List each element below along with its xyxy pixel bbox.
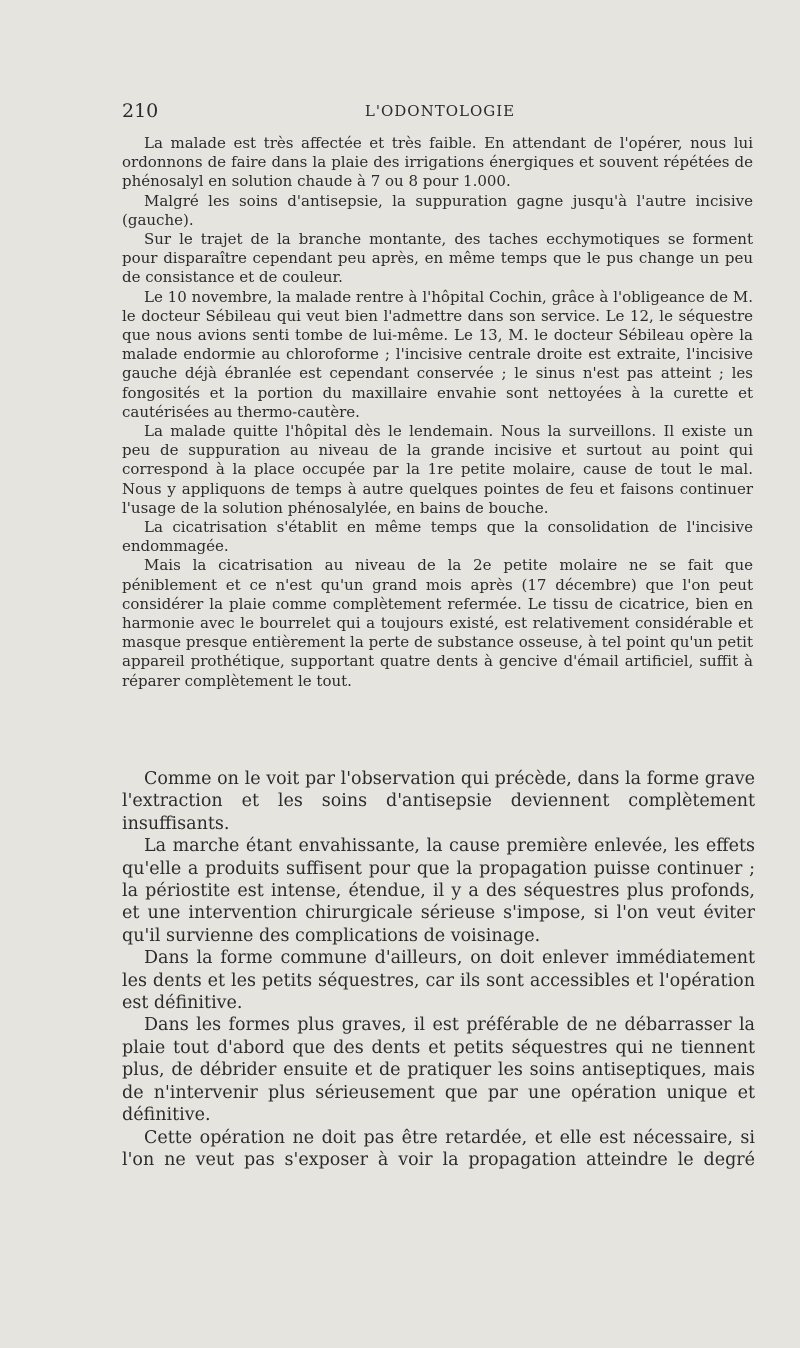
paragraph: Sur le trajet de la branche montante, des taches ecchymotiques se forment pour disparaître cependant peu après, en même temps que le pus change un peu de consistance et de couleur. <box>122 230 753 287</box>
page-number: 210 <box>122 100 159 122</box>
paragraph: Le 10 novembre, la malade rentre à l'hôpital Cochin, grâce à l'obligeance de M. le docteur Sébileau qui veut bien l'admettre dans son service. Le 12, le séquestre que nous avions senti tombe de lui-même. Le 13, M. le docteur Sébileau opère la malade endormie au chloroforme ; l'incisive centrale droite est extraite, l'incisive gauche déjà ébranlée est cependant conservée ; le sinus n'est pas atteint ; les fongosités et la portion du maxillaire envahie sont nettoyées à la curette et cautérisées au thermo-cautère. <box>122 287 753 421</box>
paragraph: La marche étant envahissante, la cause première enlevée, les effets qu'elle a produits suffisent pour que la propagation puisse continuer ; la périostite est intense, étendue, il y a des séquestres plus profonds, et une intervention chirurgicale sérieuse s'impose, si l'on veut éviter qu'il survienne des complications de voisinage. <box>122 836 755 946</box>
paragraph: La malade est très affectée et très faible. En attendant de l'opérer, nous lui ordonnons de faire dans la plaie des irrigations énergiques et souvent répétées de phénosalyl en solution chaude à 7 ou 8 pour 1.000. <box>122 134 753 191</box>
paragraph: Comme on le voit par l'observation qui précède, dans la forme grave l'extraction et les soins d'antisepsie deviennent complètement insuffisants. <box>122 769 755 834</box>
paragraph: Mais la cicatrisation au niveau de la 2e petite molaire ne se fait que péniblement et ce n'est qu'un grand mois après (17 décembre) que l'on peut considérer la plaie comme complètement refermée. Le tissu de cicatrice, bien en harmonie avec le bourrelet qui a toujours existé, est relativement considérable et masque presque entièrement la perte de substance osseuse, à tel point qu'un petit appareil prothétique, supportant quatre dents à gencive d'émail artificiel, suffit à réparer complètement le tout. <box>122 556 753 690</box>
paragraph: Dans la forme commune d'ailleurs, on doit enlever immédiatement les dents et les petits séquestres, car ils sont accessibles et l'opération est définitive. <box>122 948 755 1014</box>
running-title: L'ODONTOLOGIE <box>364 102 516 120</box>
observation-text <box>122 134 753 691</box>
paragraph: La malade quitte l'hôpital dès le lendemain. Nous la surveillons. Il existe un peu de suppuration au niveau de la grande incisive et surtout au point qui correspond à la place occupée par la 1re petite molaire, cause de tout le mal. Nous y appliquons de temps à autre quelques pointes de feu et faisons continuer l'usage de la solution phénosalylée, en bains de bouche. <box>122 422 753 517</box>
paragraph: Cette opération ne doit pas être retardée, et elle est nécessaire, si l'on ne veut pas s'exposer à voir la propagation atteindre le degré <box>122 1127 755 1170</box>
discussion-text <box>122 768 755 1171</box>
paragraph: La cicatrisation s'établit en même temps que la consolidation de l'incisive endommagée. <box>122 518 753 556</box>
paragraph: Dans les formes plus graves, il est préférable de ne débarrasser la plaie tout d'abord que des dents et petits séquestres qui ne tiennent plus, de débrider ensuite et de pratiquer les soins antiseptiques, mais de n'intervenir plus sérieusement que par une opération unique et définitive. <box>122 1015 755 1126</box>
page-header <box>122 100 758 124</box>
paragraph: Malgré les soins d'antisepsie, la suppuration gagne jusqu'à l'autre incisive (gauche). <box>122 191 753 229</box>
